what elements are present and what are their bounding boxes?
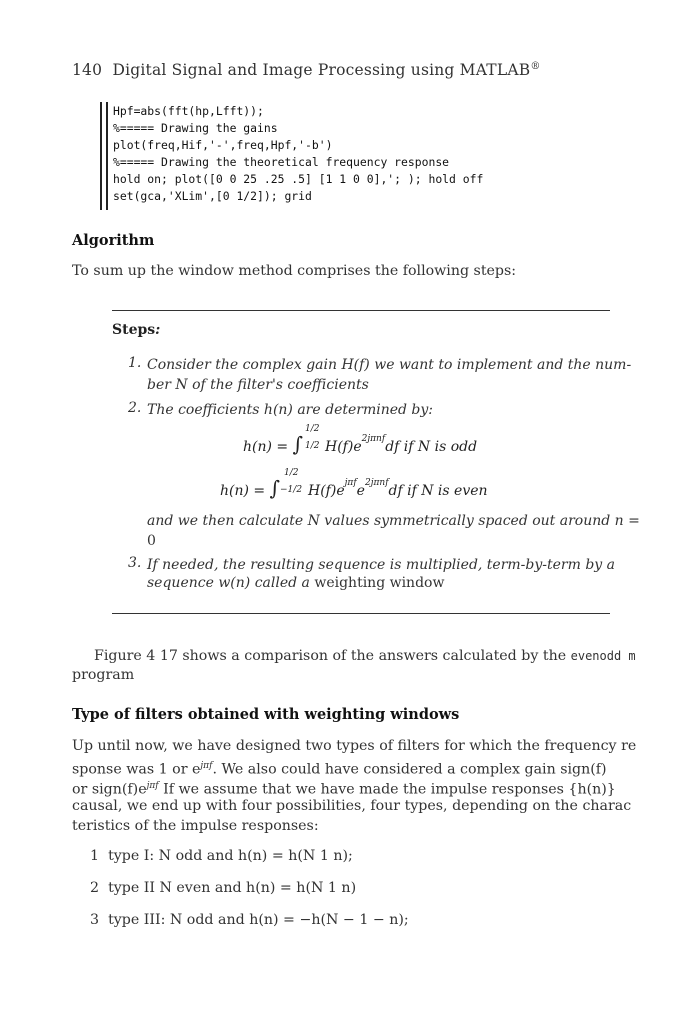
type-list-number: 1 xyxy=(90,848,100,864)
code-listing xyxy=(100,102,542,210)
algorithm-intro: To sum up the window method comprises the following steps: xyxy=(72,263,517,279)
step-1-line-1: Consider the complex gain H(f) we want to implement and the num- xyxy=(147,357,632,373)
eq2-lower-limit: −1/2 xyxy=(280,485,303,495)
code-line: %===== Drawing the theoretical frequency response xyxy=(113,155,450,169)
type-para-line-3b: If we assume that we have made the impulse responses {h(n)} xyxy=(158,781,616,798)
figure-ref-text: Figure 4 17 shows a comparison of the answers calculated by the xyxy=(94,648,567,664)
type-para-line-4: causal, we end up with four possibilities, four types, depending on the charac xyxy=(72,798,632,814)
page-header xyxy=(72,61,541,79)
eq1-lower-limit: 1/2 xyxy=(305,441,320,451)
eq2-exponent-1: jπf xyxy=(344,478,357,489)
step-2-text: The coefficients h(n) are determined by: xyxy=(147,402,434,418)
eq2-integrand-2: e xyxy=(356,483,365,499)
figure-ref-line-1 xyxy=(94,646,636,667)
steps-title-colon: : xyxy=(155,322,161,338)
page-number: 140 xyxy=(72,61,103,80)
eq1-condition: df if N is odd xyxy=(385,439,478,455)
code-line: hold on; plot([0 0 25 .25 .5] [1 1 0 0],'; ); hold off xyxy=(113,172,484,186)
eq2-upper-limit: 1/2 xyxy=(284,468,299,478)
eq1-exponent: 2jπnf xyxy=(361,434,386,445)
type-list-item xyxy=(90,912,409,928)
eq1-lhs: h(n) = xyxy=(243,439,293,455)
type-list-number: 3 xyxy=(90,912,100,928)
code-line: set(gca,'XLim',[0 1/2]); grid xyxy=(113,189,312,203)
type-para-line-1: Up until now, we have designed two types of filters for which the frequency re xyxy=(72,738,637,754)
step-1-line-2: ber N of the filter's coefficients xyxy=(147,377,369,393)
step-3-line-2 xyxy=(147,573,444,593)
eq2-lhs: h(n) = xyxy=(220,483,270,499)
type-list-item xyxy=(90,848,353,864)
step-3-number: 3. xyxy=(128,555,142,571)
step-2-number: 2. xyxy=(128,400,142,416)
code-line: %===== Drawing the gains xyxy=(113,121,278,135)
type-list-number: 2 xyxy=(90,880,100,896)
steps-title xyxy=(112,322,160,338)
eq2-integrand: H(f)e xyxy=(308,483,345,499)
after-equation-line-2: 0 xyxy=(147,533,156,549)
type-para-line-5: teristics of the impulse responses: xyxy=(72,818,319,834)
registered-mark: ® xyxy=(530,61,541,72)
eq1-integrand: H(f)e xyxy=(325,439,362,455)
type-para-line-2a: sponse was 1 or e xyxy=(72,761,201,778)
type-section-heading: Type of filters obtained with weighting windows xyxy=(72,706,460,723)
after-equation-line-1: and we then calculate N values symmetrically spaced out around n = xyxy=(147,513,640,529)
steps-top-rule xyxy=(112,310,610,311)
equation-even xyxy=(220,468,488,502)
steps-title-text: Steps xyxy=(112,322,156,338)
eq2-condition: df if N is even xyxy=(388,483,488,499)
steps-bottom-rule xyxy=(112,613,610,614)
figure-ref-line-2: program xyxy=(72,667,135,683)
type-para-exp-2: jπf xyxy=(146,781,159,791)
step-1-number: 1. xyxy=(128,355,142,371)
eq1-upper-limit: 1/2 xyxy=(305,424,320,434)
type-list-item xyxy=(90,880,356,896)
code-line: Hpf=abs(fft(hp,Lfft)); xyxy=(113,104,264,118)
eq2-exponent-2: 2jπnf xyxy=(364,478,389,489)
type-list-text: type II N even and h(n) = h(N 1 n) xyxy=(108,880,357,896)
type-para-line-3a: or sign(f)e xyxy=(72,781,147,798)
step-3-line-1: If needed, the resulting sequence is multiplied, term-by-term by a xyxy=(147,557,616,573)
type-list-text: type III: N odd and h(n) = −h(N − 1 − n); xyxy=(108,912,409,928)
step-3-line-2a: sequence w(n) called a xyxy=(147,575,310,591)
type-list-text: type I: N odd and h(n) = h(N 1 n); xyxy=(108,848,353,864)
eq2-integral-sign: ∫ xyxy=(269,476,281,500)
code-line: plot(freq,Hif,'-',freq,Hpf,'-b') xyxy=(113,138,333,152)
type-para-exp-1: jπf xyxy=(200,761,213,771)
step-3-line-2b: weighting window xyxy=(314,575,445,591)
figure-ref-code: evenodd m xyxy=(570,649,636,663)
eq1-integral-sign: ∫ xyxy=(292,432,304,456)
algorithm-heading: Algorithm xyxy=(72,232,155,249)
book-title: Digital Signal and Image Processing using MATLAB xyxy=(112,61,531,80)
equation-odd xyxy=(243,424,477,458)
type-para-line-2b: . We also could have considered a complex gain sign(f) xyxy=(212,761,607,778)
